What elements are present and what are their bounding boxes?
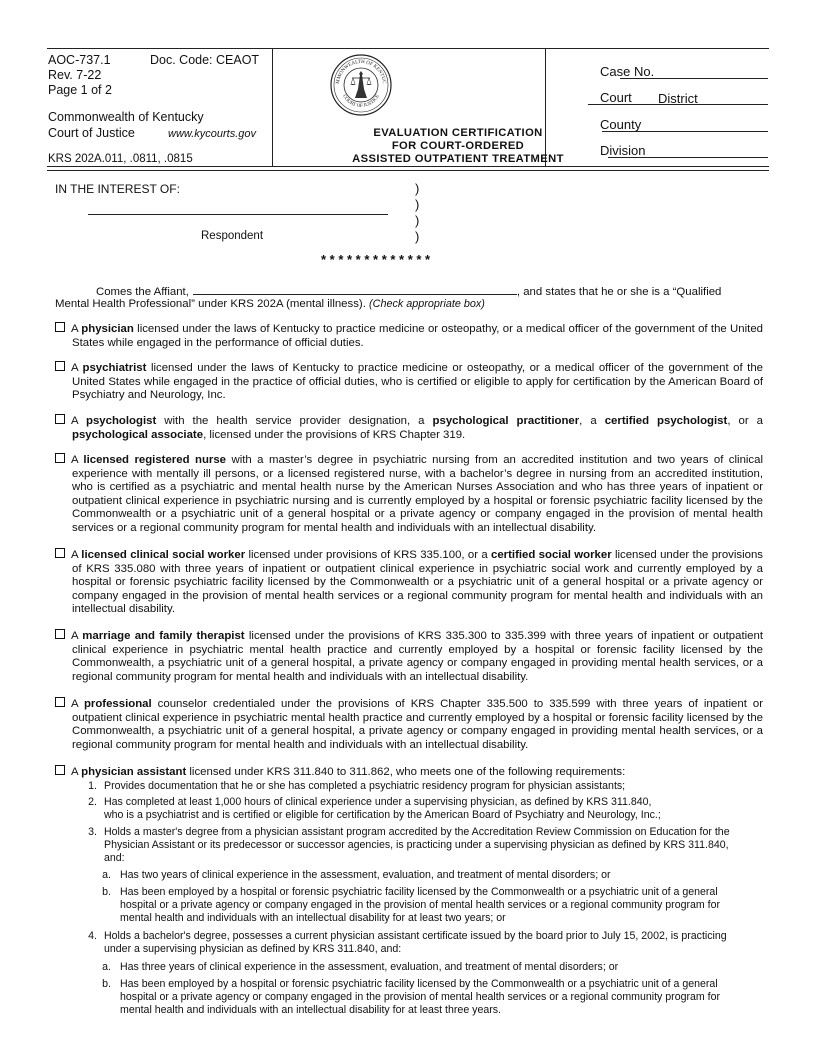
- revision: Rev. 7-22: [48, 68, 102, 82]
- doc-code: Doc. Code: CEAOT: [150, 53, 260, 67]
- req-text: Has completed at least 1,000 hours of clinical experience under a supervising physician, as defined by KRS 311.840,: [104, 796, 652, 808]
- req-letter: b.: [102, 978, 111, 990]
- respondent-label: Respondent: [201, 230, 264, 242]
- req-number: 4.: [88, 930, 97, 942]
- title-line-3: ASSISTED OUTPATIENT TREATMENT: [352, 153, 564, 165]
- req-number: 1.: [88, 780, 97, 792]
- affiant-statement: Mental Health Professional” under KRS 202A (mental illness).: [55, 298, 366, 310]
- option-registered-nurse: A licensed registered nurse with a master’s degree in psychiatric nursing from an accredited institution and two years of clinical experience with mentally ill persons, or a licensed registered nurse, with a bachelor’s degree in nursing from an accredited institution, who is certified as a psychiatric and mental health nurse by the American Nurses Association and who has three years of inpatient or outpatient clinical experience in psychiatric nursing and is currently employed by a hospital or forensic psychiatric facility licensed by the Commonwealth or a psychiatric unit of a general hospital or a private agency or company engaged in the provision of mental health services or a regional community program for mental health and individuals with an intellectual disability.: [55, 453, 763, 536]
- option-physician-assistant: A physician assistant licensed under KRS 311.840 to 311.862, who meets one of the following requirements:: [55, 765, 763, 780]
- option-psychologist: A psychologist with the health service provider designation, a psychological practitioner, a certified psychologist, or a psychological associate, licensed under the provisions of KRS Chapter 319.: [55, 414, 763, 442]
- req-text: who is a psychiatrist and is certified or eligible for certification by the American Board of Psychiatry and Neurology, Inc.;: [104, 809, 661, 821]
- req-text: mental health and individuals with an intellectual disability for at least three years.: [120, 1004, 501, 1016]
- title-line-2: FOR COURT-ORDERED: [391, 140, 525, 152]
- req-letter: a.: [102, 961, 111, 973]
- caption-paren: ): [415, 229, 420, 244]
- req-text: Has been employed by a hospital or forensic psychiatric facility licensed by the Commonwealth or a psychiatric unit of a general: [120, 978, 718, 990]
- req-text: and:: [104, 852, 125, 864]
- req-text: Has been employed by a hospital or forensic psychiatric facility licensed by the Commonwealth or a psychiatric unit of a general: [120, 886, 718, 898]
- case-no-label: Case No.: [600, 64, 655, 79]
- affiant-intro: Comes the Affiant,: [96, 286, 189, 298]
- req-text: Has three years of clinical experience in the assessment, evaluation, and treatment of mental disorders; or: [120, 961, 619, 973]
- page-number: Page 1 of 2: [48, 83, 112, 97]
- req-text: hospital or a private agency or company engaged in the provision of mental health services or a regional community program for: [120, 899, 721, 911]
- req-number: 2.: [88, 796, 97, 808]
- caption-paren: ): [415, 213, 420, 228]
- req-letter: b.: [102, 886, 111, 898]
- option-physician: A physician licensed under the laws of Kentucky to practice medicine or osteopathy, or a medical officer of the government of the United States while engaged in the performance of official duties.: [55, 322, 763, 350]
- svg-text:COMMONWEALTH OF KENTUCKY: MMONWEALTH OF KENTUC: [335, 59, 386, 85]
- svg-text:COURT OF JUSTICE: COURT OF JUSTICE: [341, 93, 381, 110]
- check-box-note: (Check appropriate box): [369, 298, 485, 310]
- statute: KRS 202A.011, .0811, .0815: [48, 153, 193, 165]
- star-separator: * * * * * * * * * * * * *: [321, 252, 431, 267]
- court-value: District: [658, 91, 698, 106]
- court-label: Court: [600, 90, 632, 105]
- option-professional-counselor: A professional counselor credentialed under the provisions of KRS Chapter 335.500 to 335.599 with three years of inpatient or outpatient clinical experience in psychiatric mental health practice and currently employed by a hospital or forensic facility licensed by the Commonwealth, a psychiatric unit of a general hospital, a private agency or company engaged in providing mental health services, or a regional community program for mental health and individuals with an intellectual disability.: [55, 697, 763, 752]
- division-label: Division: [600, 143, 646, 158]
- req-text: Holds a bachelor's degree, possesses a current physician assistant certificate issued by the board prior to July 15, 2002, is practicing: [104, 930, 727, 942]
- req-text: Holds a master's degree from a physician assistant program accredited by the Accreditation Review Commission on Education for the: [104, 826, 730, 838]
- affiant-intro-end: , and states that he or she is a “Qualified: [516, 286, 722, 298]
- form-number: AOC-737.1: [48, 53, 111, 67]
- title-line-1: EVALUATION CERTIFICATION: [373, 127, 543, 139]
- court-of-justice: Court of Justice: [48, 126, 135, 140]
- interest-of-label: IN THE INTEREST OF:: [55, 182, 180, 196]
- req-letter: a.: [102, 869, 111, 881]
- req-text: Has two years of clinical experience in the assessment, evaluation, and treatment of mental disorders; or: [120, 869, 611, 881]
- option-marriage-family-therapist: A marriage and family therapist licensed under the provisions of KRS 335.300 to 335.399 with three years of inpatient or outpatient clinical experience in psychiatric mental health practice and currently employed by a hospital or forensic facility licensed by the Commonwealth, a psychiatric unit of a general hospital, a private agency or company engaged in providing mental health services, or a regional community program for mental health and individuals with an intellectual disability.: [55, 629, 763, 684]
- website: www.kycourts.gov: [168, 128, 257, 140]
- option-social-worker: A licensed clinical social worker licensed under provisions of KRS 335.100, or a certified social worker licensed under the provisions of KRS 335.080 with three years of inpatient or outpatient clinical experience in psychiatric social work and currently employed by a hospital or forensic psychiatric facility licensed by the Commonwealth or a psychiatric unit of a general hospital or a private agency or company engaged in the provision of mental health services or a regional community program for mental health and individuals with an intellectual disability.: [55, 548, 763, 617]
- req-number: 3.: [88, 826, 97, 838]
- req-text: under a supervising physician as defined by KRS 311.840, and:: [104, 943, 402, 955]
- req-text: Provides documentation that he or she has completed a psychiatric residency program for physician assistants;: [104, 780, 626, 792]
- option-psychiatrist: A psychiatrist licensed under the laws of Kentucky to practice medicine or osteopathy, or a medical officer of the government of the United States while engaged in the practice of official duties, who is certified or eligible to apply for certification by the American Board of Psychiatry and Neurology, Inc.: [55, 361, 763, 403]
- req-text: hospital or a private agency or company engaged in the provision of mental health services or a regional community program for: [120, 991, 721, 1003]
- state-name: Commonwealth of Kentucky: [48, 110, 204, 124]
- caption-paren: ): [415, 181, 420, 196]
- caption-paren: ): [415, 197, 420, 212]
- req-text: Physician Assistant or its predecessor or successor agencies, is practicing under a supervising physician as defined by KRS 311.840,: [104, 839, 729, 851]
- req-text: mental health and individuals with an intellectual disability for at least two years; or: [120, 912, 506, 924]
- county-label: County: [600, 117, 642, 132]
